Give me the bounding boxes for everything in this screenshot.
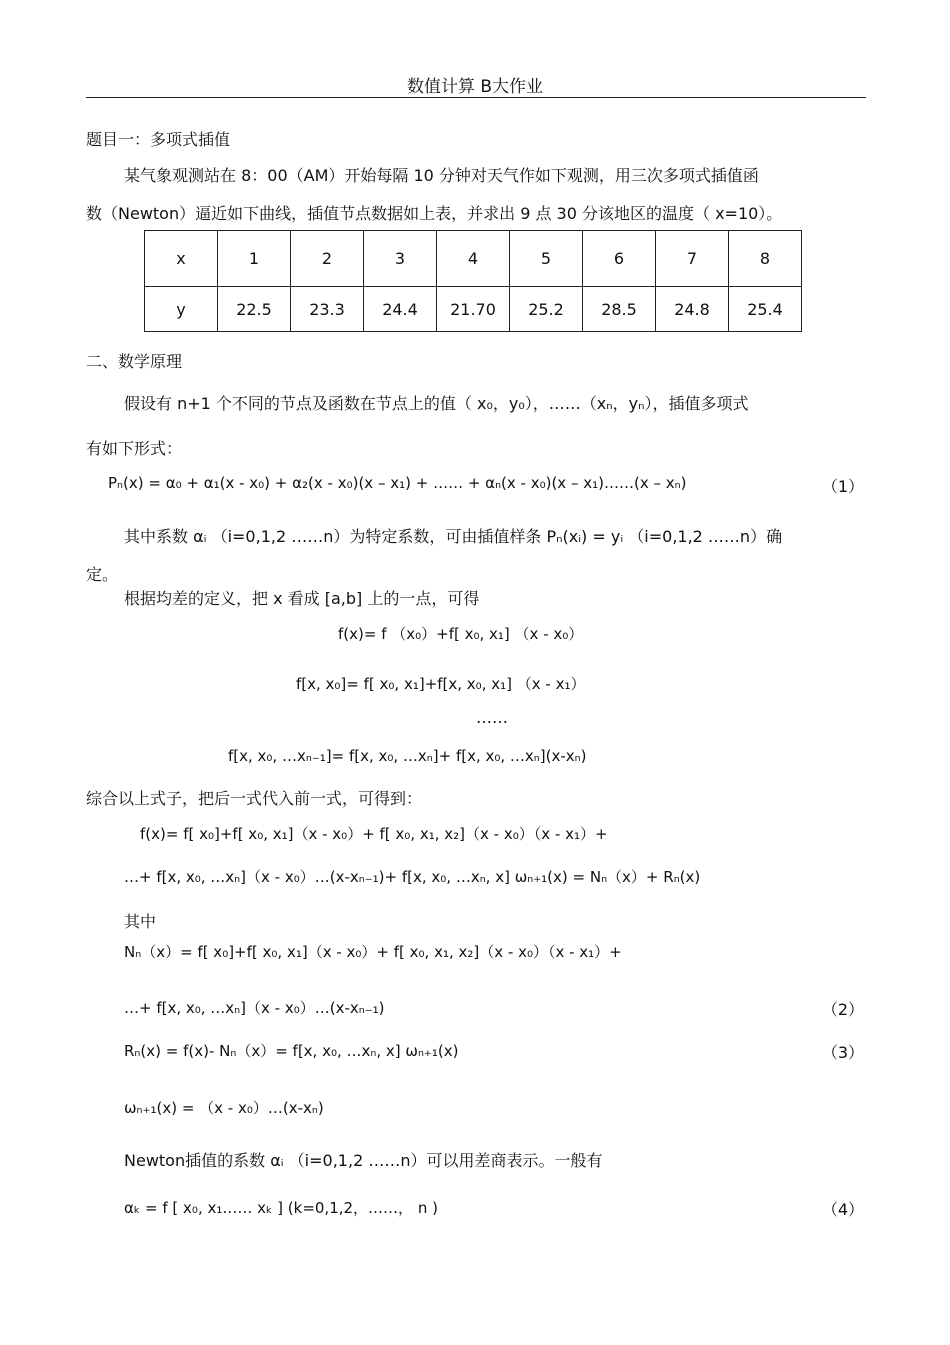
table-cell: 7 <box>656 231 729 287</box>
equation-3-number: （3） <box>821 1043 864 1062</box>
table-cell: 21.70 <box>437 287 510 332</box>
table-cell: 24.8 <box>656 287 729 332</box>
table-cell: 24.4 <box>364 287 437 332</box>
alpha-k-equation: αₖ = f [ x₀, x₁…… xₖ ] (k=0,1,2，……， n ) <box>124 1199 438 1217</box>
table-cell: 25.2 <box>510 287 583 332</box>
header-rule <box>86 97 866 98</box>
table-cell: 23.3 <box>291 287 364 332</box>
data-table <box>144 230 802 332</box>
table-cell: 1 <box>218 231 291 287</box>
table-row-label: y <box>145 287 218 332</box>
table-cell: 28.5 <box>583 287 656 332</box>
problem-text-line-1: 某气象观测站在 8：00（AM）开始每隔 10 分钟对天气作如下观测，用三次多项式插值函 <box>124 166 759 185</box>
table-row-label: x <box>145 231 218 287</box>
omega-definition: ωₙ₊₁(x) = （x - x₀）…(x-xₙ) <box>124 1099 324 1117</box>
where-label: 其中 <box>124 912 157 931</box>
coefficient-text-line-1: 其中系数 αᵢ （i=0,1,2 ……n）为特定系数，可由插值样条 Pₙ(xᵢ) = yᵢ （i=0,1,2 ……n）确 <box>124 527 783 546</box>
newton-polynomial-line-2: …+ f[x, x₀, …xₙ]（x - x₀）…(x-xₙ₋₁) <box>124 999 385 1017</box>
equation-1: Pₙ(x) = α₀ + α₁(x - x₀) + α₂(x - x₀)(x – x₁) + …… + αₙ(x - x₀)(x – x₁)……(x – xₙ) <box>108 474 687 492</box>
combine-text: 综合以上式子，把后一式代入前一式，可得到： <box>86 789 423 808</box>
table-cell: 6 <box>583 231 656 287</box>
table-cell: 8 <box>729 231 802 287</box>
page-header-title: 数值计算 B大作业 <box>406 77 544 97</box>
table-cell: 4 <box>437 231 510 287</box>
table-cell: 22.5 <box>218 287 291 332</box>
table-cell: 2 <box>291 231 364 287</box>
principle-intro-line-2: 有如下形式： <box>86 439 183 458</box>
table-cell: 25.4 <box>729 287 802 332</box>
divided-difference-eq-1: f(x)= f （x₀）+f[ x₀, x₁] （x - x₀） <box>338 625 584 643</box>
principle-intro-line-1: 假设有 n+1 个不同的节点及函数在节点上的值（ x₀，y₀），……（xₙ，yₙ），插值多项式 <box>124 394 749 413</box>
problem-text-line-2: 数（Newton）逼近如下曲线，插值节点数据如上表，并求出 9 点 30 分该地区的温度（ x=10）。 <box>86 204 783 223</box>
equation-2-number: （2） <box>821 1000 864 1019</box>
section-2-heading: 二、数学原理 <box>86 352 183 371</box>
divided-difference-eq-3: f[x, x₀, …xₙ₋₁]= f[x, x₀, …xₙ]+ f[x, x₀, …xₙ](x-xₙ) <box>228 747 587 765</box>
equation-1-number: （1） <box>821 477 864 496</box>
newton-expansion-line-1: f(x)= f[ x₀]+f[ x₀, x₁]（x - x₀）+ f[ x₀, x₁, x₂]（x - x₀）（x - x₁）+ <box>140 825 608 843</box>
remainder-equation: Rₙ(x) = f(x)- Nₙ（x）= f[x, x₀, …xₙ, x] ωₙ₊₁(x) <box>124 1042 459 1060</box>
table-row-y <box>145 287 802 332</box>
ellipsis: …… <box>476 708 508 727</box>
section-1-heading: 题目一：多项式插值 <box>86 130 231 149</box>
newton-coefficient-text: Newton插值的系数 αᵢ （i=0,1,2 ……n）可以用差商表示。一般有 <box>124 1151 603 1170</box>
newton-expansion-line-2: …+ f[x, x₀, …xₙ]（x - x₀）…(x-xₙ₋₁)+ f[x, x₀, …xₙ, x] ωₙ₊₁(x) = Nₙ（x）+ Rₙ(x) <box>124 868 701 886</box>
table-cell: 3 <box>364 231 437 287</box>
equation-4-number: （4） <box>821 1200 864 1219</box>
newton-polynomial-line-1: Nₙ（x）= f[ x₀]+f[ x₀, x₁]（x - x₀）+ f[ x₀, x₁, x₂]（x - x₀）（x - x₁）+ <box>124 943 622 961</box>
coefficient-text-line-2: 定。 <box>86 565 119 584</box>
divided-difference-eq-2: f[x, x₀]= f[ x₀, x₁]+f[x, x₀, x₁] （x - x₁） <box>296 675 586 693</box>
divided-difference-intro: 根据均差的定义，把 x 看成 [a,b] 上的一点，可得 <box>124 589 480 608</box>
table-cell: 5 <box>510 231 583 287</box>
table-row-x <box>145 231 802 287</box>
